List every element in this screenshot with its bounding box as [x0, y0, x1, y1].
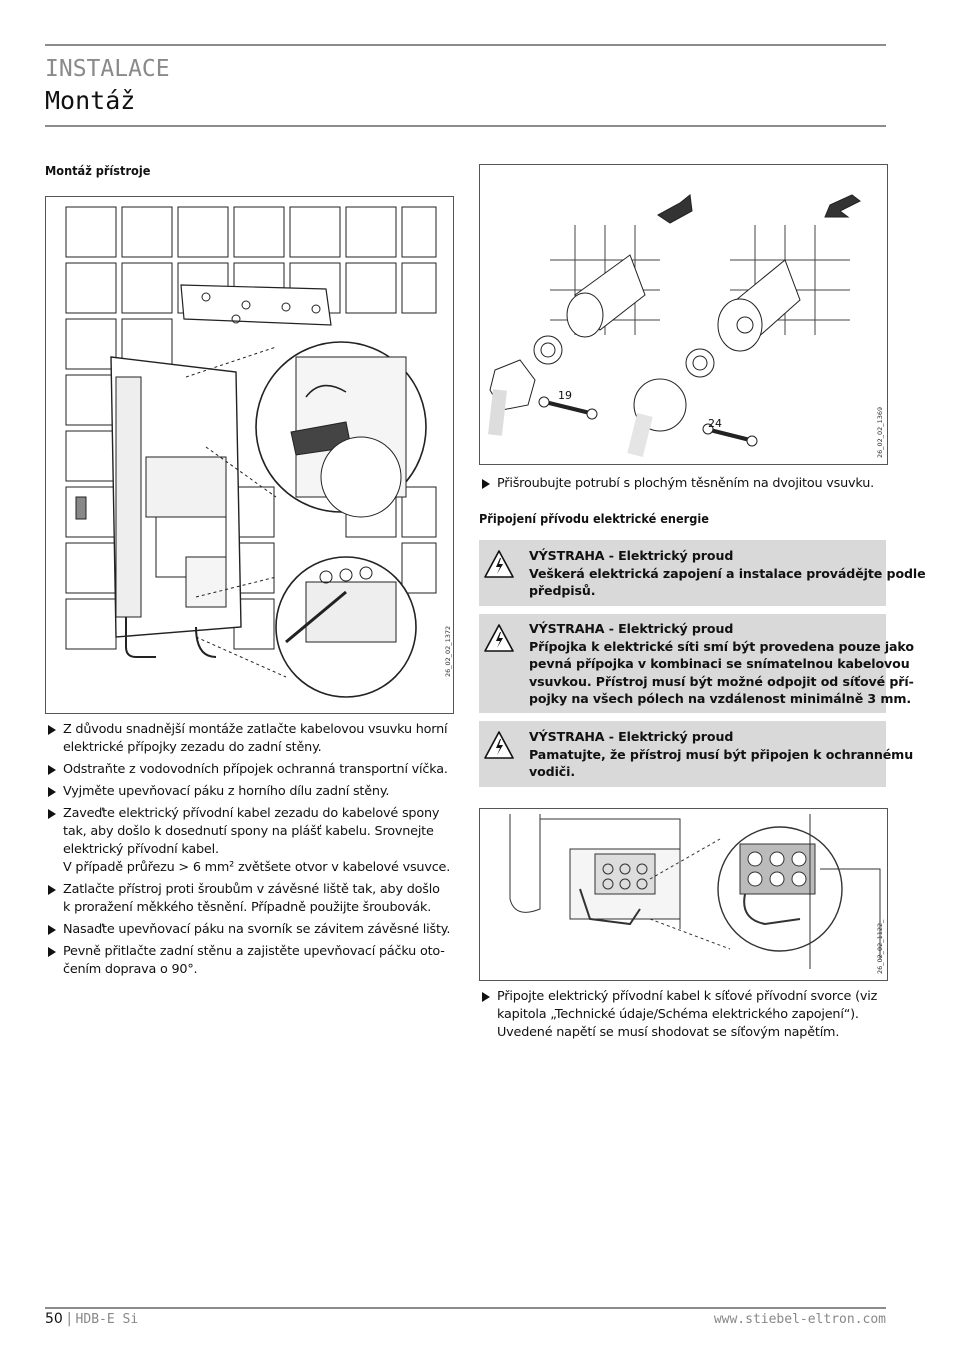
warning-title: VÝSTRAHA - Elektrický proud [529, 729, 734, 744]
triangle-bullet-icon [48, 725, 56, 735]
list-item: Z důvodu snadnější montáže zatlačte kabelovou vsuvku horní elektrické přípojky zezadu do zadní stěny. [45, 721, 455, 757]
warning-text: Veškerá elektrická zapojení a instalace provádějte podle [529, 565, 926, 581]
footer-separator: | [66, 1311, 72, 1327]
warning-text: vodiči. [529, 764, 576, 780]
triangle-bullet-icon [482, 479, 490, 489]
triangle-bullet-icon [48, 765, 56, 775]
list-item: Zaveďte elektrický přívodní kabel zezadu do kabelové spony tak, aby došlo k dosednutí spony na plášť kabelu. Srovnejte elektrický přívodní kabel. V případě průřezu > 6 mm² zvětšete otvor v kabelové vsuvce. [45, 805, 455, 877]
header-bottom-rule [45, 125, 886, 127]
document-name: HDB-E Si [75, 1312, 139, 1327]
warning-title: VÝSTRAHA - Elektrický proud [529, 621, 734, 636]
triangle-bullet-icon [48, 809, 56, 819]
warning-text: pojky na všech pólech na vzdálenost minimálně 3 mm. [529, 691, 912, 707]
triangle-bullet-icon [48, 925, 56, 935]
footer-rule [45, 1307, 886, 1309]
warning-text: Pamatujte, že přístroj musí být připojen k ochrannému [529, 746, 914, 762]
warning-text: Přípojka k elektrické síti smí být provedena pouze jako [529, 638, 914, 654]
pipe-connection-illustration [480, 165, 887, 464]
warning-text: vsuvkou. Přístroj musí být možné odpojit od síťové pří- [529, 673, 914, 689]
list-item: Odstraňte z vodovodních přípojek ochranná transportní víčka. [45, 761, 455, 779]
footer-url: www.stiebel-eltron.com [713, 1312, 886, 1327]
warning-title: VÝSTRAHA - Elektrický proud [529, 548, 734, 563]
wrench-size-label: 24 [708, 417, 722, 430]
device-mounting-illustration [46, 197, 453, 713]
warning-text: pevná přípojka v kombinaci se snímatelnou kabelovou [529, 656, 910, 672]
left-steps-list [45, 721, 455, 983]
header-top-rule [45, 44, 886, 46]
list-item: Vyjměte upevňovací páku z horního dílu zadní stěny. [45, 783, 455, 801]
electric-shock-warning-icon [484, 731, 514, 759]
figure-id: 26_02_02_1372 [444, 625, 452, 677]
list-item: Nasaďte upevňovací páku na svorník se závitem závěsné lišty. [45, 921, 455, 939]
page-title: Montáž [45, 86, 136, 115]
warning-box [479, 540, 926, 606]
section-heading: INSTALACE [45, 56, 170, 82]
right-step-terminal [479, 988, 889, 1046]
electric-shock-warning-icon [484, 550, 514, 578]
page-number: 50 [45, 1311, 63, 1327]
triangle-bullet-icon [48, 787, 56, 797]
list-item: Zatlačte přístroj proti šroubům v závěsné liště tak, aby došlo k proražení měkkého těsnění. Případně použijte šroubovák. [45, 881, 455, 917]
terminal-connection-illustration [480, 809, 887, 980]
figure-id: 26_02_02_1122_ [876, 919, 884, 974]
triangle-bullet-icon [48, 885, 56, 895]
warning-text: předpisů. [529, 583, 596, 599]
figure-terminal-connection [479, 808, 888, 981]
figure-pipe-connection [479, 164, 888, 465]
wrench-size-label: 19 [558, 389, 572, 402]
right-step-pipe [479, 475, 889, 497]
warning-box [479, 721, 914, 787]
footer-page-info [45, 1311, 138, 1327]
subheading-electrical-connection: Připojení přívodu elektrické energie [479, 511, 709, 526]
figure-device-mounting [45, 196, 454, 714]
list-item: Připojte elektrický přívodní kabel k síťové přívodní svorce (viz kapitola „Technické údaje/Schéma elektrického zapojení“). Uvedené napětí se musí shodovat se síťovým napětím. [479, 988, 889, 1042]
list-item: Přišroubujte potrubí s plochým těsněním na dvojitou vsuvku. [479, 475, 889, 493]
figure-id: 26_02_02_1369 [876, 406, 884, 458]
subheading-device-mounting: Montáž přístroje [45, 163, 151, 178]
list-item: Pevně přitlačte zadní stěnu a zajistěte upevňovací páčku oto- čením doprava o 90°. [45, 943, 455, 979]
triangle-bullet-icon [482, 992, 490, 1002]
triangle-bullet-icon [48, 947, 56, 957]
electric-shock-warning-icon [484, 624, 514, 652]
warning-box [479, 614, 914, 713]
